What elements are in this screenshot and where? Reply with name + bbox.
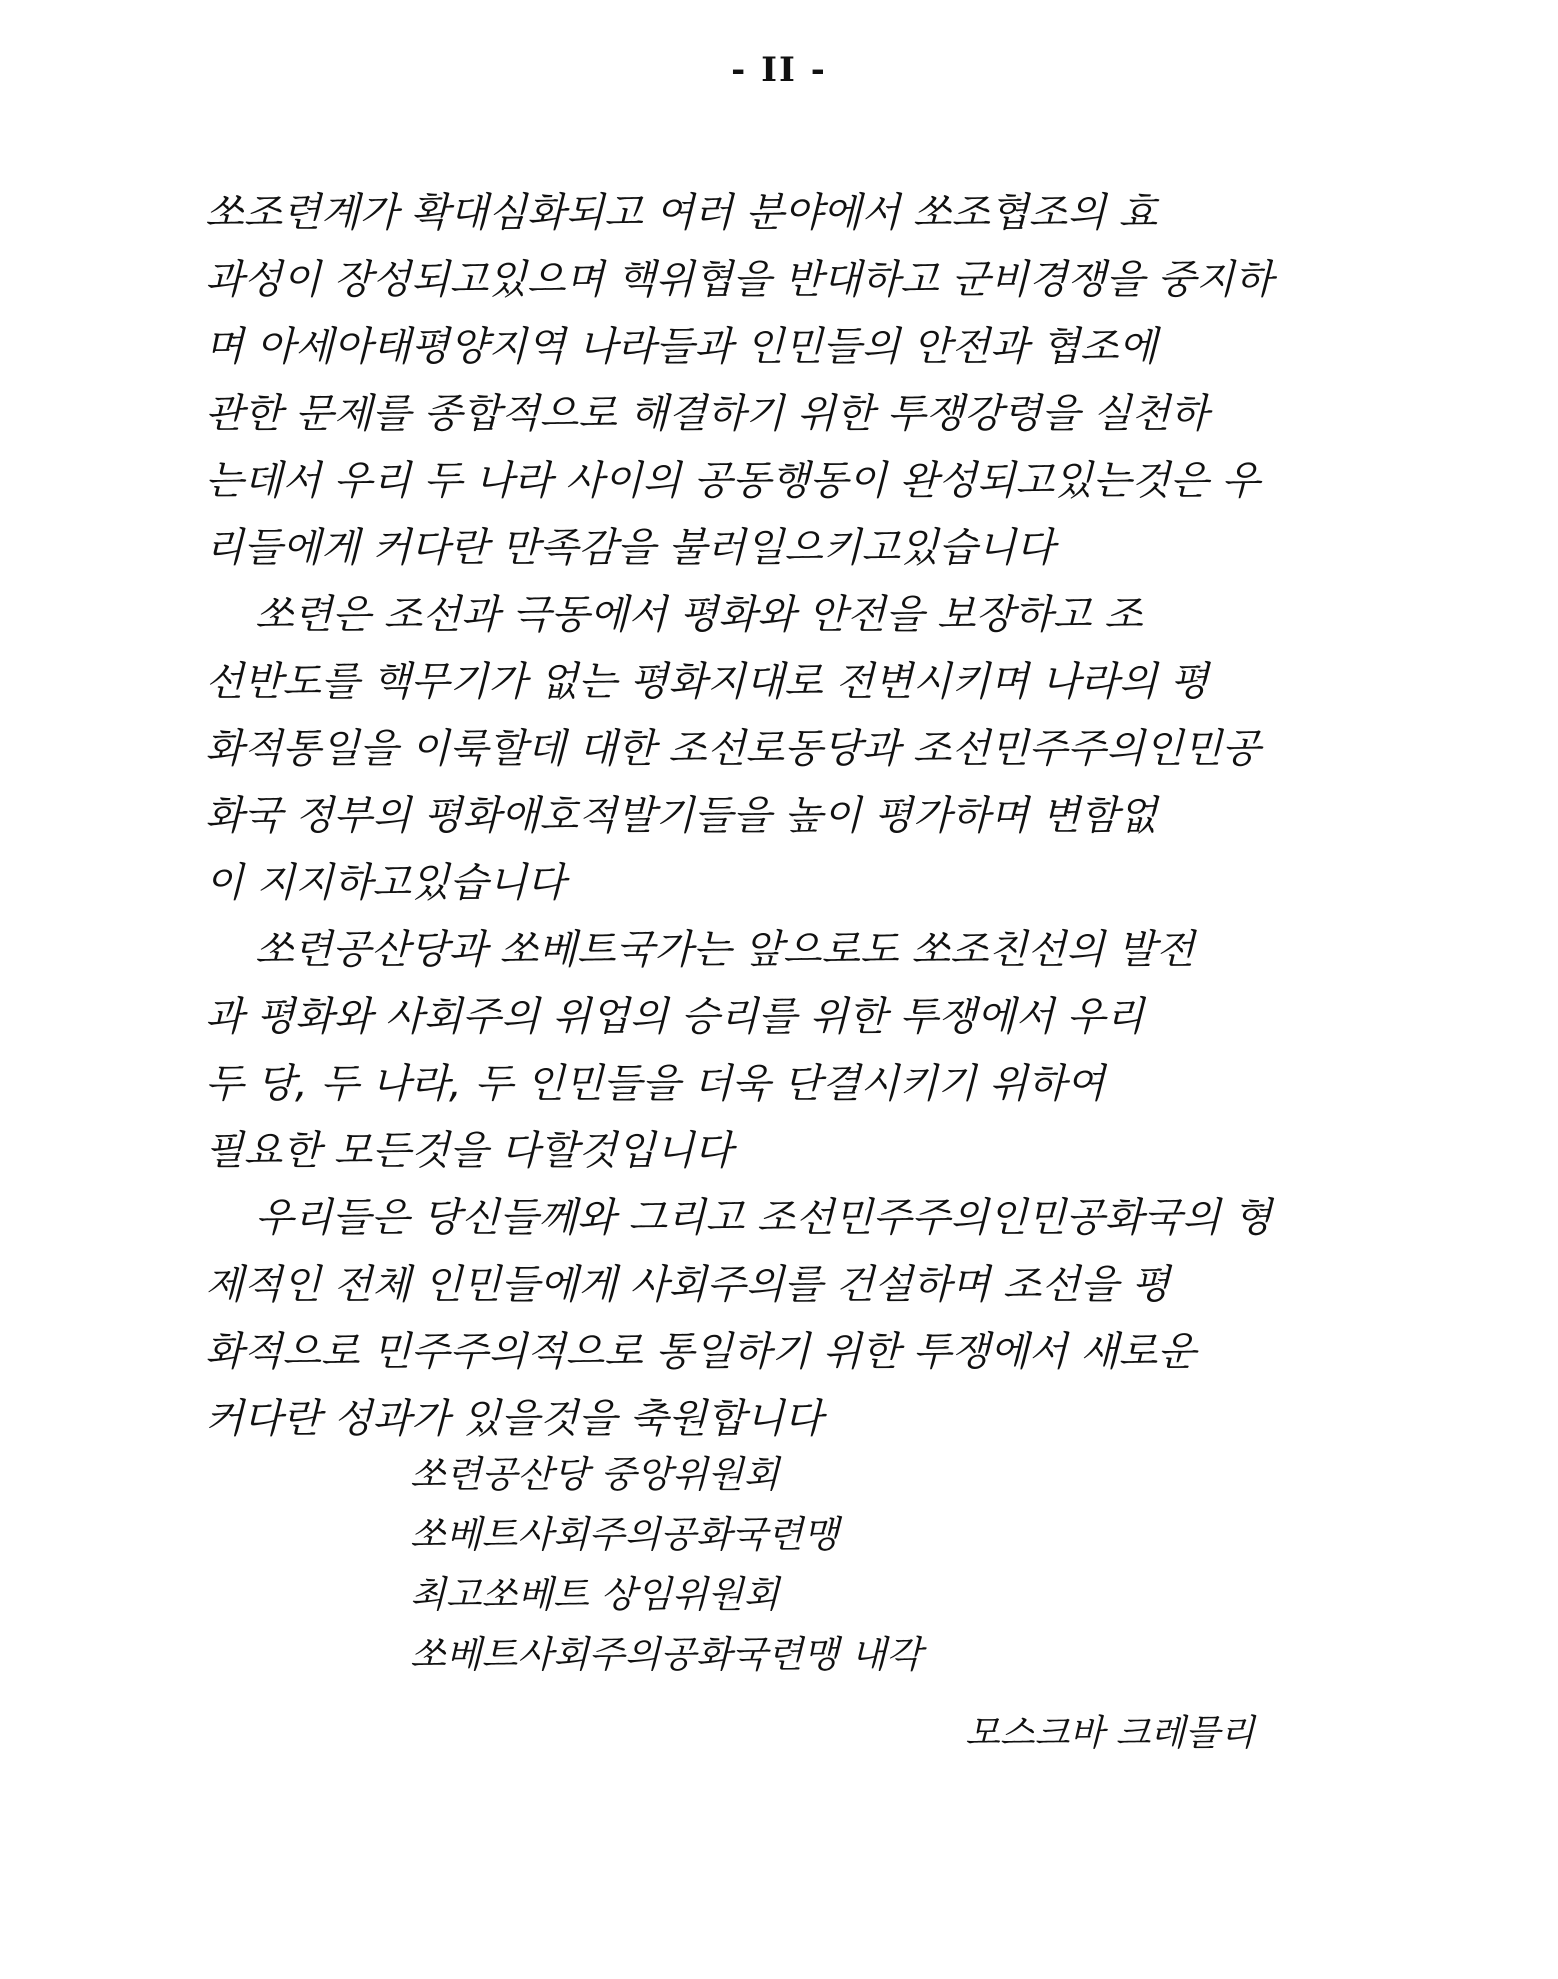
letter-line: 쏘조련계가 확대심화되고 여러 분야에서 쏘조협조의 효	[205, 190, 1158, 236]
signatory-line: 쏘베트사회주의공화국련맹 내각	[410, 1633, 923, 1676]
letter-line: 화국 정부의 평화애호적발기들을 높이 평가하며 변함없	[205, 793, 1158, 839]
letter-line: 며 아세아태평양지역 나라들과 인민들의 안전과 협조에	[205, 324, 1158, 370]
letter-line: 선반도를 핵무기가 없는 평화지대로 전변시키며 나라의 평	[205, 659, 1209, 705]
letter-line: 필요한 모든것을 다할것입니다	[205, 1128, 733, 1174]
letter-line: 리들에게 커다란 만족감을 불러일으키고있습니다	[205, 525, 1055, 571]
letter-line: 우리들은 당신들께와 그리고 조선민주주의인민공화국의 형	[255, 1195, 1272, 1241]
place-line: 모스크바 크레믈리	[965, 1713, 1255, 1754]
letter-line: 화적통일을 이룩할데 대한 조선로동당과 조선민주주의인민공	[205, 726, 1261, 772]
signature-block	[410, 1445, 922, 1685]
signatory-line: 쏘베트사회주의공화국련맹	[410, 1513, 839, 1556]
letter-line: 화적으로 민주주의적으로 통일하기 위한 투쟁에서 새로운	[205, 1329, 1196, 1375]
letter-body	[205, 180, 1345, 1453]
letter-line: 관한 문제를 종합적으로 해결하기 위한 투쟁강령을 실천하	[205, 391, 1209, 437]
signatory-line: 쏘련공산당 중앙위원회	[410, 1453, 780, 1496]
letter-line: 과 평화와 사회주의 위업의 승리를 위한 투쟁에서 우리	[205, 994, 1145, 1040]
page-number: - II -	[731, 50, 827, 90]
letter-line: 제적인 전체 인민들에게 사회주의를 건설하며 조선을 평	[205, 1262, 1171, 1308]
letter-line: 과성이 장성되고있으며 핵위협을 반대하고 군비경쟁을 중지하	[205, 257, 1274, 303]
letter-line: 는데서 우리 두 나라 사이의 공동행동이 완성되고있는것은 우	[205, 458, 1261, 504]
letter-line: 커다란 성과가 있을것을 축원합니다	[205, 1396, 823, 1442]
signatory-line: 최고쏘베트 상임위원회	[410, 1573, 780, 1616]
letter-line: 이 지지하고있습니다	[205, 860, 566, 906]
letter-line: 쏘련공산당과 쏘베트국가는 앞으로도 쏘조친선의 발전	[255, 927, 1195, 973]
letter-line: 두 당, 두 나라, 두 인민들을 더욱 단결시키기 위하여	[205, 1061, 1105, 1107]
letter-line: 쏘련은 조선과 극동에서 평화와 안전을 보장하고 조	[255, 592, 1143, 638]
